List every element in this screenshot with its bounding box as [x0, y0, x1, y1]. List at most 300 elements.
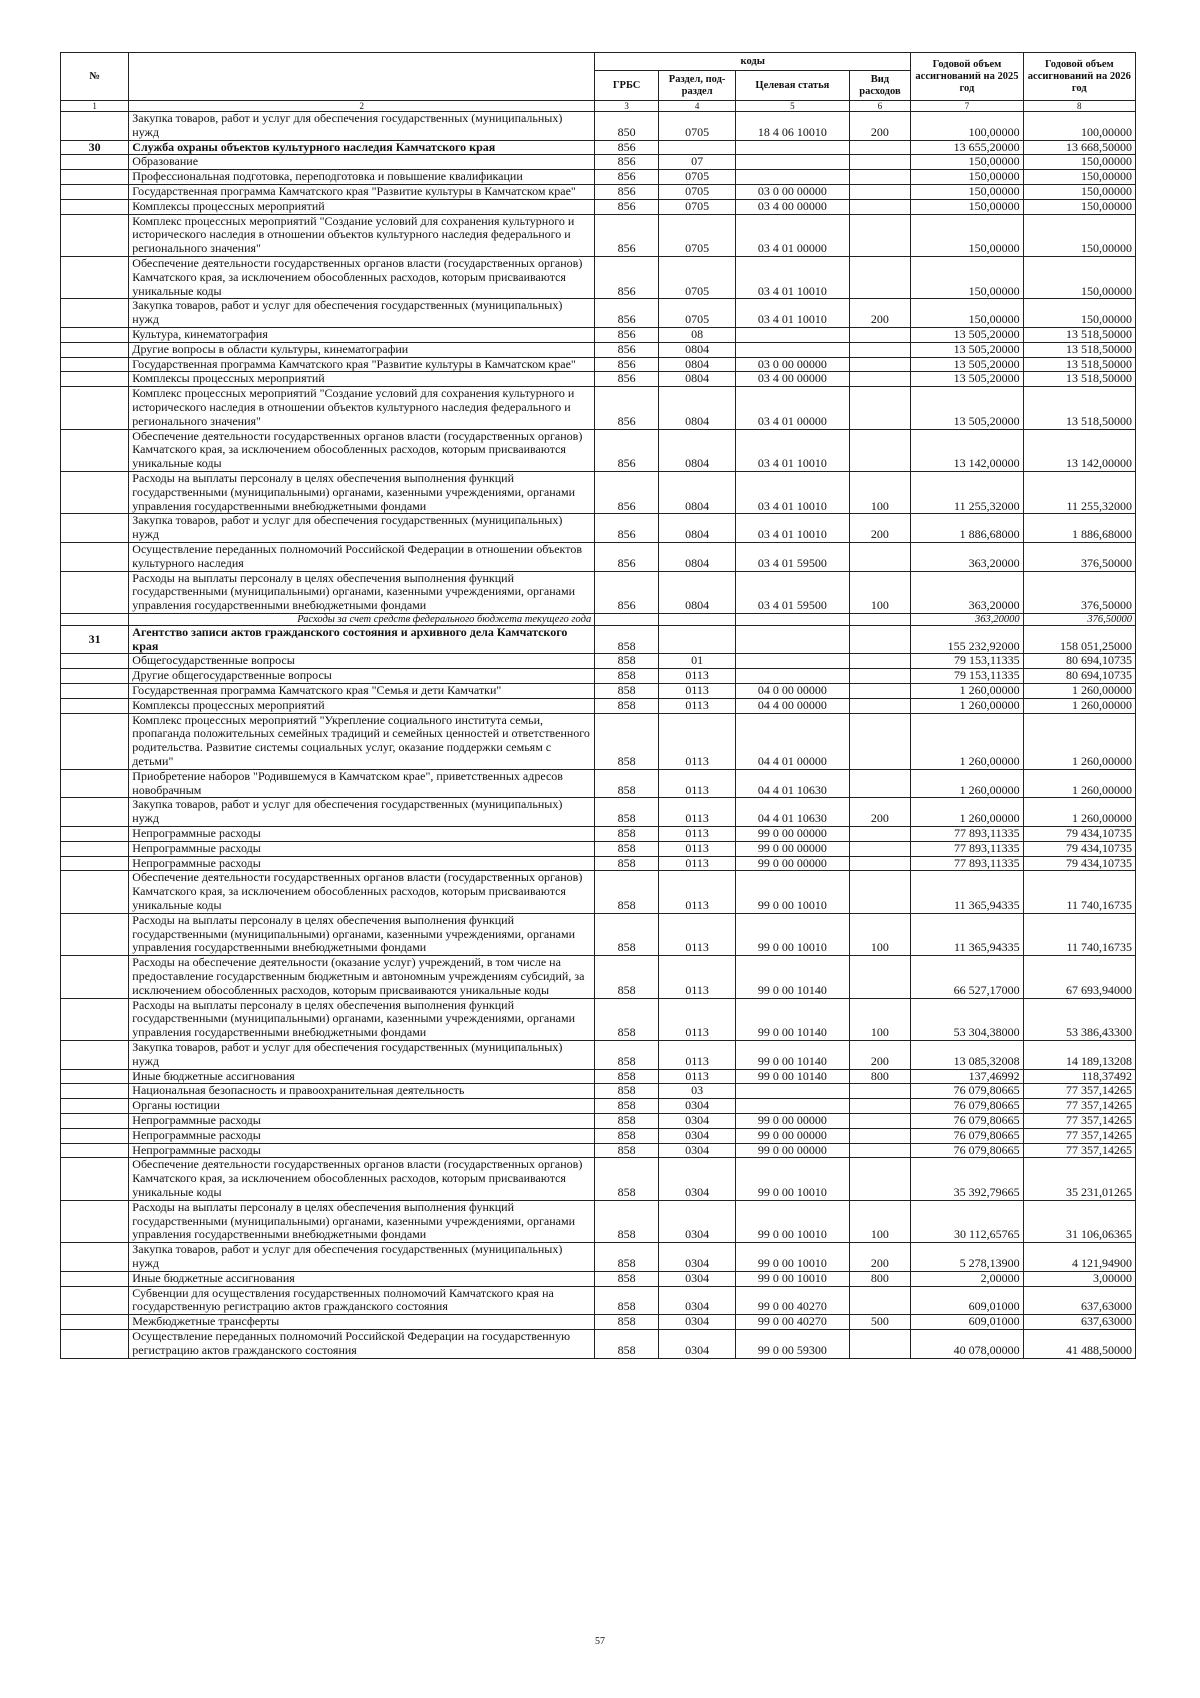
row-kind	[849, 1113, 911, 1128]
row-grbs: 856	[595, 387, 659, 429]
row-grbs: 858	[595, 1041, 659, 1070]
budget-table	[60, 52, 1136, 1359]
row-kind	[849, 542, 911, 571]
row-grbs: 858	[595, 1200, 659, 1242]
row-section: 0804	[659, 571, 736, 613]
row-volume-2026: 67 693,94000	[1023, 956, 1135, 998]
row-number	[61, 1084, 129, 1099]
row-volume-2025: 150,00000	[911, 299, 1023, 328]
row-kind	[849, 613, 911, 625]
row-kind: 200	[849, 1243, 911, 1272]
row-volume-2025: 76 079,80665	[911, 1113, 1023, 1128]
table-row	[61, 998, 1136, 1040]
row-kind	[849, 184, 911, 199]
row-volume-2025: 77 893,11335	[911, 827, 1023, 842]
row-kind: 100	[849, 571, 911, 613]
row-volume-2026: 376,50000	[1023, 613, 1135, 625]
row-kind	[849, 214, 911, 256]
row-kind	[849, 669, 911, 684]
row-name: Иные бюджетные ассигнования	[129, 1069, 595, 1084]
col-number-8: 8	[1023, 101, 1135, 112]
row-target: 04 4 00 00000	[736, 698, 849, 713]
col-number-4: 4	[659, 101, 736, 112]
row-number	[61, 327, 129, 342]
row-grbs: 858	[595, 871, 659, 913]
row-kind: 200	[849, 514, 911, 543]
row-volume-2026: 637,63000	[1023, 1315, 1135, 1330]
row-target: 99 0 00 00000	[736, 1128, 849, 1143]
row-volume-2026: 79 434,10735	[1023, 827, 1135, 842]
row-section: 0705	[659, 299, 736, 328]
row-target: 99 0 00 10140	[736, 998, 849, 1040]
row-grbs: 856	[595, 327, 659, 342]
row-volume-2025: 40 078,00000	[911, 1329, 1023, 1358]
row-number	[61, 199, 129, 214]
row-name: Расходы на выплаты персоналу в целях обеспечения выполнения функций государственными (муниципальными) органами, казенными учреждениями, органами управления государственными внебюджетными фондами	[129, 913, 595, 955]
row-grbs: 858	[595, 1113, 659, 1128]
table-row	[61, 471, 1136, 513]
row-name: Обеспечение деятельности государственных органов власти (государственных органов) Камчатского края, за исключением обособленных расходов, которым присваиваются уникальные коды	[129, 871, 595, 913]
row-volume-2026: 80 694,10735	[1023, 669, 1135, 684]
row-section: 0304	[659, 1286, 736, 1315]
row-target: 99 0 00 10140	[736, 1069, 849, 1084]
row-volume-2025: 150,00000	[911, 155, 1023, 170]
row-name: Непрограммные расходы	[129, 1128, 595, 1143]
col-number-1: 1	[61, 101, 129, 112]
row-number	[61, 1315, 129, 1330]
row-number	[61, 357, 129, 372]
row-section: 0304	[659, 1200, 736, 1242]
row-grbs: 858	[595, 625, 659, 654]
col-number-5: 5	[736, 101, 849, 112]
row-number	[61, 542, 129, 571]
row-number	[61, 387, 129, 429]
row-grbs: 858	[595, 1069, 659, 1084]
table-row	[61, 1315, 1136, 1330]
row-volume-2025: 100,00000	[911, 112, 1023, 141]
row-volume-2025: 363,20000	[911, 571, 1023, 613]
header-column-numbers	[61, 101, 1136, 112]
row-grbs: 858	[595, 827, 659, 842]
row-volume-2026: 158 051,25000	[1023, 625, 1135, 654]
table-row	[61, 625, 1136, 654]
table-row	[61, 299, 1136, 328]
row-target: 03 0 00 00000	[736, 184, 849, 199]
table-row	[61, 1329, 1136, 1358]
row-number	[61, 1113, 129, 1128]
row-number	[61, 798, 129, 827]
row-target: 99 0 00 10140	[736, 956, 849, 998]
row-name: Комплекс процессных мероприятий "Создание условий для сохранения культурного и исторического наследия в отношении объектов культурного наследия федерального и регионального значения"	[129, 214, 595, 256]
row-volume-2026: 1 886,68000	[1023, 514, 1135, 543]
row-volume-2025: 30 112,65765	[911, 1200, 1023, 1242]
row-grbs: 858	[595, 1271, 659, 1286]
row-number	[61, 698, 129, 713]
row-name: Комплексы процессных мероприятий	[129, 372, 595, 387]
row-grbs: 856	[595, 299, 659, 328]
row-name: Национальная безопасность и правоохранительная деятельность	[129, 1084, 595, 1099]
table-row	[61, 514, 1136, 543]
row-volume-2025: 155 232,92000	[911, 625, 1023, 654]
row-grbs: 856	[595, 429, 659, 471]
row-number	[61, 214, 129, 256]
row-target: 99 0 00 00000	[736, 1143, 849, 1158]
col-number-7: 7	[911, 101, 1023, 112]
row-name: Осуществление переданных полномочий Российской Федерации на государственную регистрацию актов гражданского состояния	[129, 1329, 595, 1358]
row-kind	[849, 769, 911, 798]
row-volume-2026: 79 434,10735	[1023, 856, 1135, 871]
table-row	[61, 342, 1136, 357]
row-volume-2025: 13 085,32008	[911, 1041, 1023, 1070]
row-name: Культура, кинематография	[129, 327, 595, 342]
row-kind: 200	[849, 1041, 911, 1070]
row-name: Расходы на выплаты персоналу в целях обеспечения выполнения функций государственными (муниципальными) органами, казенными учреждениями, органами управления государственными внебюджетными фондами	[129, 571, 595, 613]
row-volume-2026: 100,00000	[1023, 112, 1135, 141]
row-number	[61, 1271, 129, 1286]
row-volume-2026: 376,50000	[1023, 571, 1135, 613]
row-volume-2026: 150,00000	[1023, 299, 1135, 328]
row-grbs: 856	[595, 214, 659, 256]
row-kind	[849, 684, 911, 699]
row-grbs: 858	[595, 1329, 659, 1358]
row-grbs: 858	[595, 713, 659, 769]
row-grbs: 856	[595, 514, 659, 543]
table-row	[61, 713, 1136, 769]
row-volume-2025: 13 505,20000	[911, 372, 1023, 387]
row-name: Расходы на выплаты персоналу в целях обеспечения выполнения функций государственными (муниципальными) органами, казенными учреждениями, органами управления государственными внебюджетными фондами	[129, 1200, 595, 1242]
row-volume-2026: 150,00000	[1023, 184, 1135, 199]
row-number	[61, 372, 129, 387]
table-row	[61, 654, 1136, 669]
row-volume-2026: 11 740,16735	[1023, 913, 1135, 955]
row-number	[61, 1286, 129, 1315]
row-volume-2025: 5 278,13900	[911, 1243, 1023, 1272]
table-row	[61, 856, 1136, 871]
row-target: 99 0 00 00000	[736, 1113, 849, 1128]
row-kind	[849, 856, 911, 871]
row-number	[61, 155, 129, 170]
row-target: 99 0 00 10010	[736, 1243, 849, 1272]
row-number	[61, 112, 129, 141]
row-volume-2026: 41 488,50000	[1023, 1329, 1135, 1358]
row-name: Иные бюджетные ассигнования	[129, 1271, 595, 1286]
row-grbs: 858	[595, 669, 659, 684]
row-volume-2026: 118,37492	[1023, 1069, 1135, 1084]
row-kind	[849, 713, 911, 769]
row-number	[61, 1069, 129, 1084]
row-section: 0705	[659, 184, 736, 199]
row-grbs: 858	[595, 998, 659, 1040]
table-body	[61, 112, 1136, 1359]
row-volume-2025: 2,00000	[911, 1271, 1023, 1286]
row-name: Закупка товаров, работ и услуг для обеспечения государственных (муниципальных) нужд	[129, 1243, 595, 1272]
header-volume-2026: Годовой объем ассигнований на 2026 год	[1023, 53, 1135, 101]
row-number	[61, 1128, 129, 1143]
row-volume-2026: 77 357,14265	[1023, 1113, 1135, 1128]
row-name: Непрограммные расходы	[129, 841, 595, 856]
row-target: 99 0 00 40270	[736, 1286, 849, 1315]
row-grbs: 858	[595, 769, 659, 798]
row-section: 0113	[659, 841, 736, 856]
row-target: 03 4 01 00000	[736, 214, 849, 256]
row-section: 0113	[659, 1069, 736, 1084]
table-row	[61, 1128, 1136, 1143]
row-kind	[849, 429, 911, 471]
table-row	[61, 669, 1136, 684]
row-kind	[849, 1143, 911, 1158]
row-volume-2026: 31 106,06365	[1023, 1200, 1135, 1242]
row-volume-2026: 150,00000	[1023, 199, 1135, 214]
header-grbs: ГРБС	[595, 71, 659, 101]
row-target	[736, 327, 849, 342]
row-name: Образование	[129, 155, 595, 170]
row-section: 0113	[659, 669, 736, 684]
row-volume-2025: 1 260,00000	[911, 713, 1023, 769]
row-kind	[849, 698, 911, 713]
row-number	[61, 299, 129, 328]
row-volume-2026: 150,00000	[1023, 155, 1135, 170]
row-target: 99 0 00 10010	[736, 871, 849, 913]
col-number-2: 2	[129, 101, 595, 112]
row-number	[61, 1143, 129, 1158]
row-grbs: 858	[595, 1099, 659, 1114]
row-volume-2025: 76 079,80665	[911, 1143, 1023, 1158]
row-volume-2026: 150,00000	[1023, 170, 1135, 185]
row-number	[61, 613, 129, 625]
row-target: 03 4 01 10010	[736, 299, 849, 328]
row-target: 03 4 01 00000	[736, 387, 849, 429]
row-grbs: 858	[595, 1128, 659, 1143]
table-row	[61, 613, 1136, 625]
table-row	[61, 1099, 1136, 1114]
row-section: 0304	[659, 1329, 736, 1358]
page-number: 57	[595, 1636, 605, 1647]
row-number	[61, 342, 129, 357]
row-kind	[849, 1286, 911, 1315]
row-grbs: 858	[595, 841, 659, 856]
row-kind	[849, 342, 911, 357]
row-grbs: 856	[595, 542, 659, 571]
col-number-6: 6	[849, 101, 911, 112]
row-volume-2026: 14 189,13208	[1023, 1041, 1135, 1070]
row-target: 04 4 01 10630	[736, 769, 849, 798]
row-volume-2025: 53 304,38000	[911, 998, 1023, 1040]
row-kind: 800	[849, 1271, 911, 1286]
row-name: Расходы на выплаты персоналу в целях обеспечения выполнения функций государственными (муниципальными) органами, казенными учреждениями, органами управления государственными внебюджетными фондами	[129, 998, 595, 1040]
row-number	[61, 429, 129, 471]
row-volume-2026: 53 386,43300	[1023, 998, 1135, 1040]
row-volume-2025: 1 260,00000	[911, 798, 1023, 827]
row-kind: 100	[849, 998, 911, 1040]
row-name: Государственная программа Камчатского края "Развитие культуры в Камчатском крае"	[129, 184, 595, 199]
row-section: 0804	[659, 357, 736, 372]
row-volume-2025: 13 655,20000	[911, 140, 1023, 155]
row-volume-2025: 1 260,00000	[911, 698, 1023, 713]
row-section: 03	[659, 1084, 736, 1099]
table-row	[61, 798, 1136, 827]
row-number	[61, 471, 129, 513]
row-grbs: 858	[595, 1158, 659, 1200]
row-grbs: 858	[595, 1286, 659, 1315]
row-name: Субвенции для осуществления государственных полномочий Камчатского края на государственную регистрацию актов гражданского состояния	[129, 1286, 595, 1315]
header-number: №	[61, 53, 129, 101]
row-target: 99 0 00 10010	[736, 913, 849, 955]
row-name: Комплексы процессных мероприятий	[129, 698, 595, 713]
row-grbs: 858	[595, 1143, 659, 1158]
row-target: 99 0 00 00000	[736, 841, 849, 856]
row-volume-2026: 77 357,14265	[1023, 1099, 1135, 1114]
row-kind	[849, 170, 911, 185]
row-target	[736, 613, 849, 625]
row-kind	[849, 1099, 911, 1114]
row-volume-2026: 13 142,00000	[1023, 429, 1135, 471]
row-name: Обеспечение деятельности государственных органов власти (государственных органов) Камчатского края, за исключением обособленных расходов, которым присваиваются уникальные коды	[129, 256, 595, 298]
row-name: Агентство записи актов гражданского состояния и архивного дела Камчатского края	[129, 625, 595, 654]
row-target: 99 0 00 00000	[736, 827, 849, 842]
row-volume-2026: 637,63000	[1023, 1286, 1135, 1315]
row-section: 0804	[659, 372, 736, 387]
table-row	[61, 184, 1136, 199]
row-volume-2025: 363,20000	[911, 542, 1023, 571]
row-name: Непрограммные расходы	[129, 827, 595, 842]
row-number	[61, 1158, 129, 1200]
row-section: 0113	[659, 1041, 736, 1070]
row-number	[61, 871, 129, 913]
row-grbs: 858	[595, 684, 659, 699]
row-volume-2026: 150,00000	[1023, 214, 1135, 256]
row-volume-2025: 13 505,20000	[911, 327, 1023, 342]
row-target	[736, 1084, 849, 1099]
table-row	[61, 871, 1136, 913]
row-kind	[849, 1158, 911, 1200]
row-section: 0304	[659, 1315, 736, 1330]
row-volume-2026: 1 260,00000	[1023, 769, 1135, 798]
row-section: 0304	[659, 1099, 736, 1114]
row-name: Органы юстиции	[129, 1099, 595, 1114]
row-volume-2026: 13 518,50000	[1023, 327, 1135, 342]
row-kind	[849, 199, 911, 214]
table-row	[61, 155, 1136, 170]
row-name: Закупка товаров, работ и услуг для обеспечения государственных (муниципальных) нужд	[129, 514, 595, 543]
row-target	[736, 342, 849, 357]
row-volume-2025: 1 886,68000	[911, 514, 1023, 543]
row-volume-2025: 11 365,94335	[911, 871, 1023, 913]
row-number	[61, 514, 129, 543]
header-section: Раздел, под-раздел	[659, 71, 736, 101]
row-volume-2025: 79 153,11335	[911, 669, 1023, 684]
row-name: Приобретение наборов "Родившемуся в Камчатском крае", приветственных адресов новобрачным	[129, 769, 595, 798]
row-target: 03 4 00 00000	[736, 199, 849, 214]
row-grbs: 856	[595, 256, 659, 298]
row-section: 0804	[659, 429, 736, 471]
row-name: Комплекс процессных мероприятий "Укрепление социального института семьи, пропаганда положительных семейных традиций и семейных ценностей и ответственного родительства. Развитие системы социальных услуг, оказание поддержки семьям с детьми"	[129, 713, 595, 769]
row-target: 03 4 01 59500	[736, 542, 849, 571]
row-name: Комплекс процессных мероприятий "Создание условий для сохранения культурного и исторического наследия в отношении объектов культурного наследия федерального и регионального значения"	[129, 387, 595, 429]
row-grbs: 856	[595, 471, 659, 513]
row-grbs: 858	[595, 856, 659, 871]
row-kind	[849, 140, 911, 155]
row-grbs: 856	[595, 140, 659, 155]
row-number	[61, 1099, 129, 1114]
row-target: 99 0 00 10010	[736, 1200, 849, 1242]
row-number	[61, 1243, 129, 1272]
table-row	[61, 684, 1136, 699]
row-target	[736, 140, 849, 155]
row-grbs: 856	[595, 357, 659, 372]
row-volume-2025: 150,00000	[911, 214, 1023, 256]
row-name: Непрограммные расходы	[129, 1113, 595, 1128]
row-name: Расходы за счет средств федерального бюджета текущего года	[129, 613, 595, 625]
row-name: Непрограммные расходы	[129, 856, 595, 871]
row-target	[736, 170, 849, 185]
budget-table-sheet	[60, 52, 1136, 1359]
row-target: 04 4 01 10630	[736, 798, 849, 827]
table-row	[61, 140, 1136, 155]
row-name: Обеспечение деятельности государственных органов власти (государственных органов) Камчатского края, за исключением обособленных расходов, которым присваиваются уникальные коды	[129, 429, 595, 471]
header-codes: коды	[595, 53, 911, 71]
row-volume-2026: 79 434,10735	[1023, 841, 1135, 856]
row-number	[61, 684, 129, 699]
row-target: 03 4 01 10010	[736, 256, 849, 298]
row-volume-2025: 13 505,20000	[911, 357, 1023, 372]
table-row	[61, 1113, 1136, 1128]
row-section: 0113	[659, 713, 736, 769]
row-target: 99 0 00 10140	[736, 1041, 849, 1070]
table-row	[61, 429, 1136, 471]
row-target: 03 4 01 10010	[736, 514, 849, 543]
row-kind	[849, 1329, 911, 1358]
row-target: 03 0 00 00000	[736, 357, 849, 372]
row-volume-2025: 150,00000	[911, 170, 1023, 185]
table-row	[61, 199, 1136, 214]
row-grbs: 858	[595, 913, 659, 955]
row-volume-2026: 150,00000	[1023, 256, 1135, 298]
row-kind	[849, 155, 911, 170]
row-kind: 100	[849, 913, 911, 955]
row-target	[736, 1099, 849, 1114]
row-kind	[849, 841, 911, 856]
row-number	[61, 1200, 129, 1242]
row-kind	[849, 256, 911, 298]
row-grbs: 856	[595, 571, 659, 613]
row-volume-2025: 1 260,00000	[911, 769, 1023, 798]
row-number	[61, 1041, 129, 1070]
row-number	[61, 827, 129, 842]
row-volume-2025: 77 893,11335	[911, 856, 1023, 871]
row-volume-2025: 76 079,80665	[911, 1099, 1023, 1114]
row-number	[61, 184, 129, 199]
row-volume-2025: 13 505,20000	[911, 342, 1023, 357]
row-volume-2026: 77 357,14265	[1023, 1084, 1135, 1099]
row-target: 99 0 00 40270	[736, 1315, 849, 1330]
row-section: 0113	[659, 698, 736, 713]
row-section: 0113	[659, 798, 736, 827]
table-row	[61, 1069, 1136, 1084]
table-row	[61, 357, 1136, 372]
row-volume-2025: 11 365,94335	[911, 913, 1023, 955]
row-volume-2025: 13 505,20000	[911, 387, 1023, 429]
row-target	[736, 155, 849, 170]
row-volume-2026: 3,00000	[1023, 1271, 1135, 1286]
header-volume-2025: Годовой объем ассигнований на 2025 год	[911, 53, 1023, 101]
row-name: Расходы на выплаты персоналу в целях обеспечения выполнения функций государственными (муниципальными) органами, казенными учреждениями, органами управления государственными внебюджетными фондами	[129, 471, 595, 513]
row-name: Комплексы процессных мероприятий	[129, 199, 595, 214]
table-row	[61, 112, 1136, 141]
row-kind	[849, 871, 911, 913]
row-kind	[849, 827, 911, 842]
row-volume-2026: 77 357,14265	[1023, 1143, 1135, 1158]
row-number: 30	[61, 140, 129, 155]
